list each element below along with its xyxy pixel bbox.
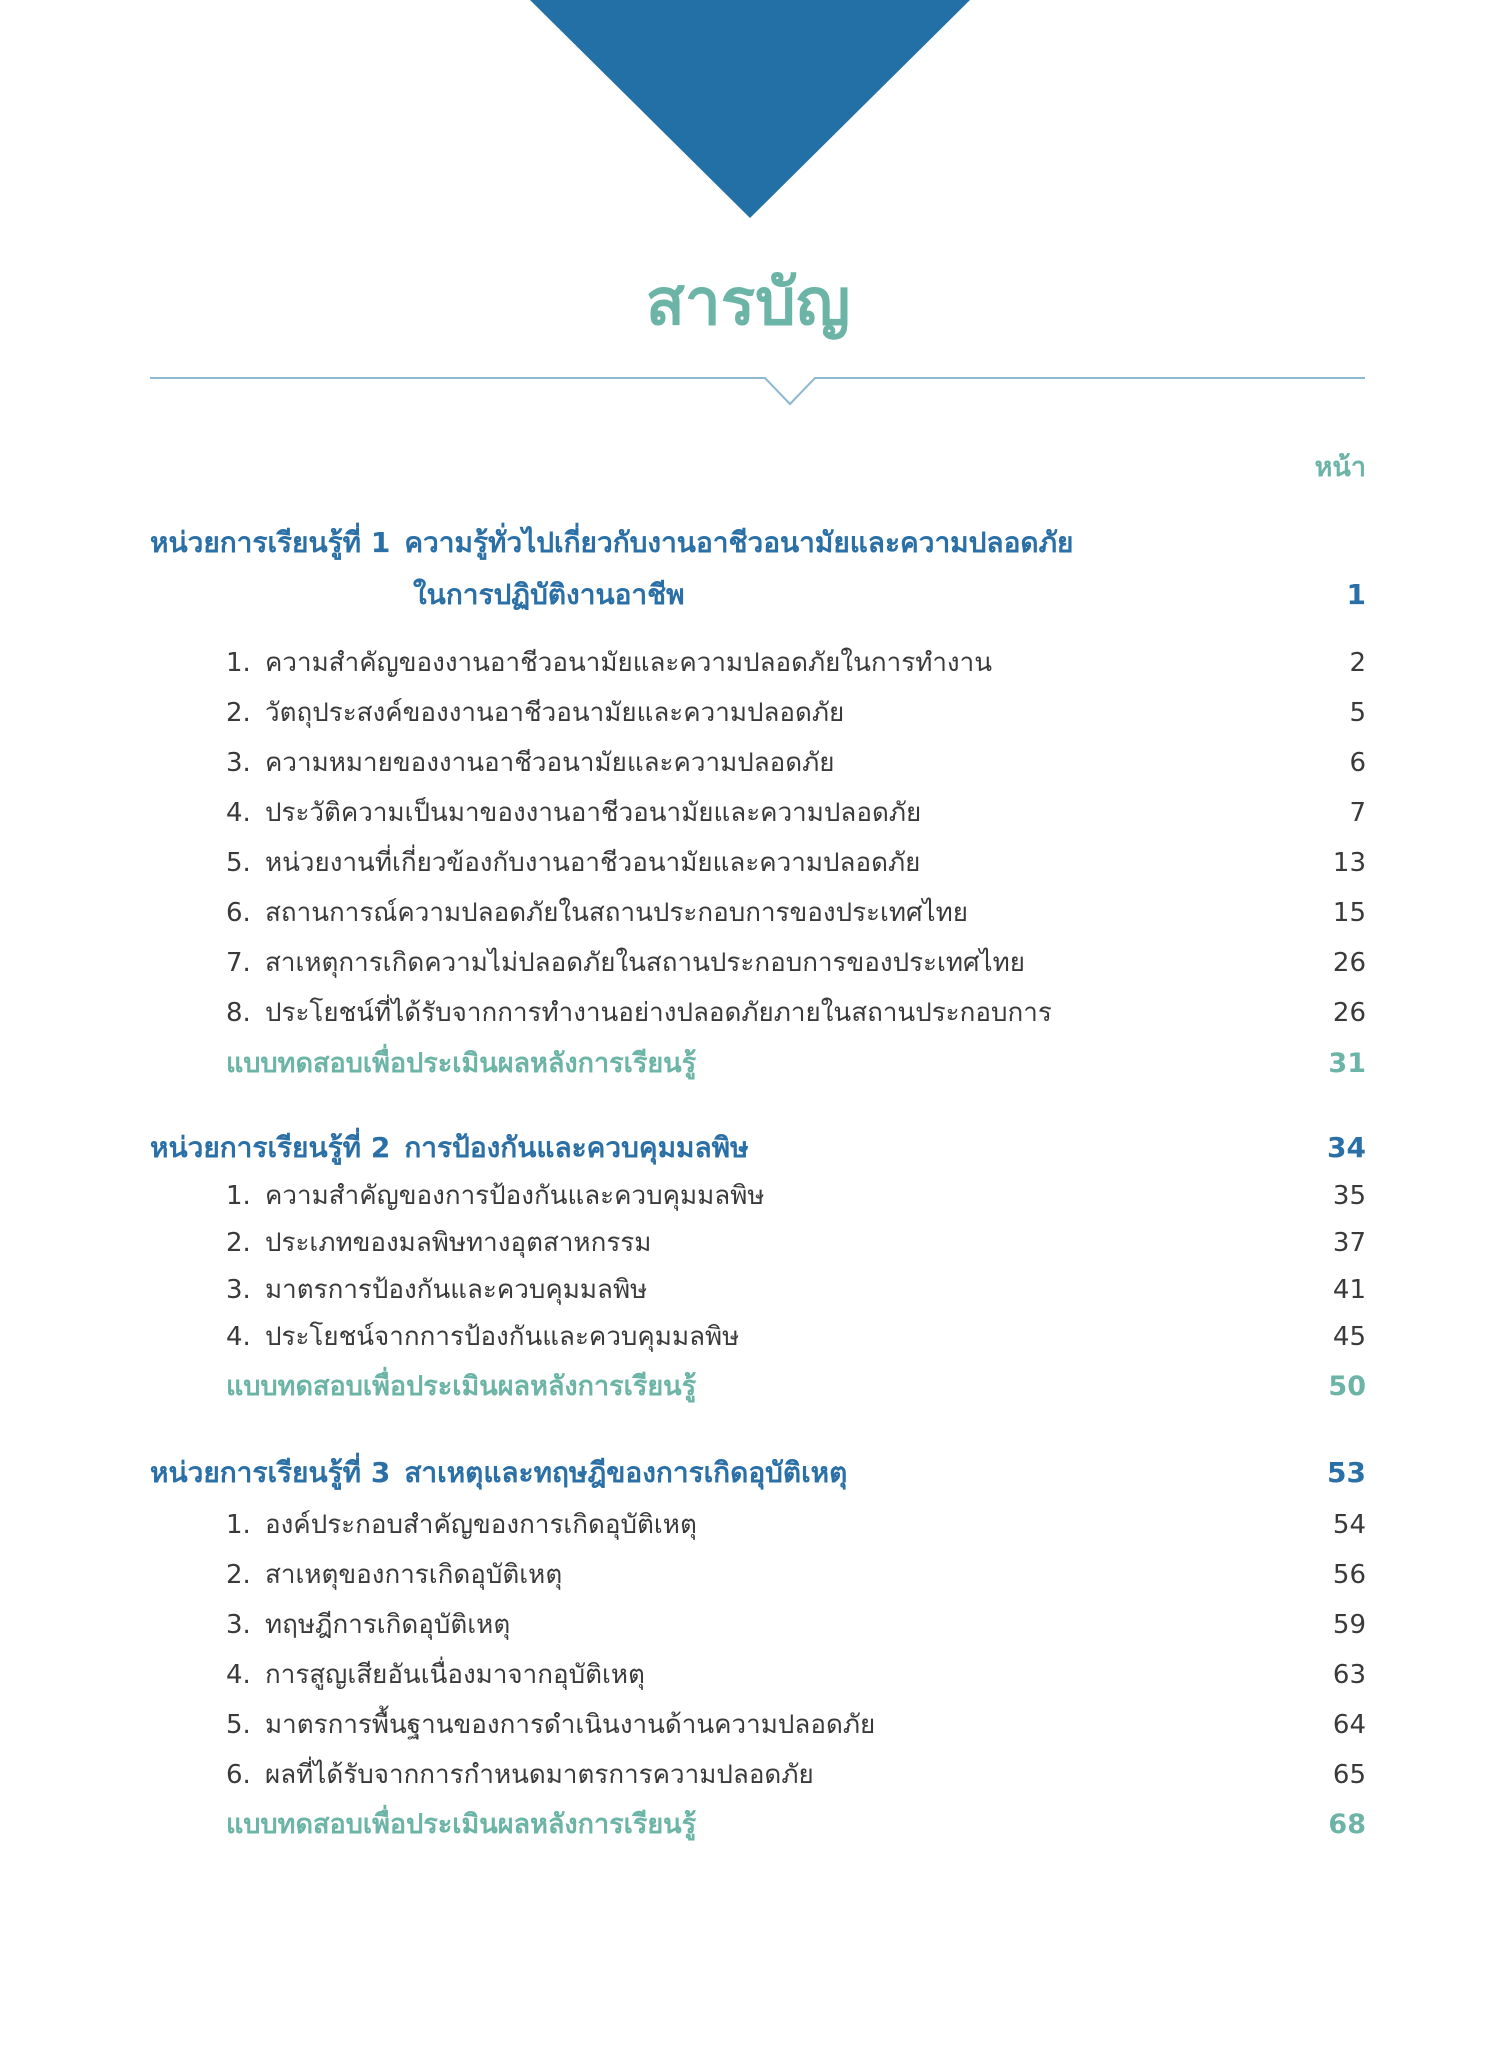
item-page-number: 45 — [1332, 1322, 1366, 1352]
item-title: สถานการณ์ความปลอดภัยในสถานประกอบการของประเทศไทย — [265, 898, 969, 928]
item-number: 7. — [226, 948, 251, 978]
unit-test-title: แบบทดสอบเพื่อประเมินผลหลังการเรียนรู้ — [226, 1809, 697, 1840]
item-number: 8. — [226, 998, 251, 1028]
toc-item-row[interactable] — [0, 840, 1496, 886]
unit-1-heading-row[interactable] — [0, 520, 1496, 566]
toc-item-row[interactable] — [0, 1552, 1496, 1598]
item-page-number: 64 — [1332, 1710, 1366, 1740]
item-number: 3. — [226, 1275, 251, 1305]
toc-item-row[interactable] — [0, 1702, 1496, 1748]
unit-2-heading-row[interactable] — [0, 1125, 1496, 1171]
toc-item-row[interactable] — [0, 1752, 1496, 1798]
item-number: 1. — [226, 1181, 251, 1211]
item-title: ความหมายของงานอาชีวอนามัยและความปลอดภัย — [265, 748, 835, 778]
item-page-number: 26 — [1332, 998, 1366, 1028]
unit-prefix: หน่วยการเรียนรู้ที่ 1 — [150, 526, 391, 559]
item-page-number: 37 — [1332, 1228, 1366, 1258]
unit-3-heading-row[interactable] — [0, 1450, 1496, 1496]
item-page-number: 65 — [1332, 1760, 1366, 1790]
unit-test-page-number: 31 — [1328, 1048, 1366, 1079]
top-decorative-triangle — [530, 0, 970, 218]
unit-page-number: 34 — [1327, 1131, 1366, 1164]
toc-item-row[interactable] — [0, 690, 1496, 736]
item-title: ความสำคัญของการป้องกันและควบคุมมลพิษ — [265, 1181, 765, 1211]
unit-prefix: หน่วยการเรียนรู้ที่ 3 — [150, 1456, 391, 1489]
unit-page-number: 53 — [1327, 1456, 1366, 1489]
unit-heading — [150, 1125, 749, 1171]
item-page-number: 41 — [1332, 1275, 1366, 1305]
unit-test-title: แบบทดสอบเพื่อประเมินผลหลังการเรียนรู้ — [226, 1371, 697, 1402]
toc-item-row[interactable] — [0, 940, 1496, 986]
toc-item-row[interactable] — [0, 790, 1496, 836]
item-title: มาตรการป้องกันและควบคุมมลพิษ — [265, 1275, 648, 1305]
unit-prefix: หน่วยการเรียนรู้ที่ 2 — [150, 1131, 391, 1164]
item-page-number: 59 — [1332, 1610, 1366, 1640]
item-title: การสูญเสียอันเนื่องมาจากอุบัติเหตุ — [265, 1660, 645, 1690]
item-number: 5. — [226, 848, 251, 878]
title-divider — [150, 370, 1365, 410]
unit-test-page-number: 68 — [1328, 1809, 1366, 1840]
item-number: 2. — [226, 1228, 251, 1258]
item-title: ความสำคัญของงานอาชีวอนามัยและความปลอดภัยในการทำงาน — [265, 648, 992, 678]
toc-item-row[interactable] — [0, 990, 1496, 1036]
item-title: สาเหตุของการเกิดอุบัติเหตุ — [265, 1560, 563, 1590]
unit-title: การป้องกันและควบคุมมลพิษ — [404, 1131, 749, 1164]
item-title: ผลที่ได้รับจากการกำหนดมาตรการความปลอดภัย — [265, 1760, 814, 1790]
unit-test-row[interactable] — [0, 1364, 1496, 1410]
item-page-number: 5 — [1349, 698, 1366, 728]
item-title: ประวัติความเป็นมาของงานอาชีวอนามัยและความปลอดภัย — [265, 798, 922, 828]
item-page-number: 7 — [1349, 798, 1366, 828]
item-page-number: 13 — [1332, 848, 1366, 878]
item-number: 2. — [226, 1560, 251, 1590]
toc-item-row[interactable] — [0, 640, 1496, 686]
toc-item-row[interactable] — [0, 740, 1496, 786]
item-title: ทฤษฎีการเกิดอุบัติเหตุ — [265, 1610, 511, 1640]
item-number: 4. — [226, 1660, 251, 1690]
item-number: 3. — [226, 1610, 251, 1640]
toc-item-row[interactable] — [0, 1267, 1496, 1313]
toc-item-row[interactable] — [0, 1502, 1496, 1548]
item-title: หน่วยงานที่เกี่ยวข้องกับงานอาชีวอนามัยและความปลอดภัย — [265, 848, 921, 878]
item-page-number: 6 — [1349, 748, 1366, 778]
item-number: 4. — [226, 798, 251, 828]
item-number: 1. — [226, 648, 251, 678]
toc-item-row[interactable] — [0, 1220, 1496, 1266]
item-title: ประโยชน์ที่ได้รับจากการทำงานอย่างปลอดภัยภายในสถานประกอบการ — [265, 998, 1052, 1028]
item-number: 5. — [226, 1710, 251, 1740]
item-number: 3. — [226, 748, 251, 778]
item-page-number: 26 — [1332, 948, 1366, 978]
unit-heading — [150, 520, 1073, 566]
unit-page-number: 1 — [1346, 578, 1366, 611]
item-page-number: 56 — [1332, 1560, 1366, 1590]
unit-test-row[interactable] — [0, 1041, 1496, 1087]
item-title: ประโยชน์จากการป้องกันและควบคุมมลพิษ — [265, 1322, 740, 1352]
item-page-number: 54 — [1332, 1510, 1366, 1540]
unit-title: ความรู้ทั่วไปเกี่ยวกับงานอาชีวอนามัยและความปลอดภัย — [404, 526, 1074, 559]
toc-item-row[interactable] — [0, 1173, 1496, 1219]
item-page-number: 2 — [1349, 648, 1366, 678]
unit-test-title: แบบทดสอบเพื่อประเมินผลหลังการเรียนรู้ — [226, 1048, 697, 1079]
toc-item-row[interactable] — [0, 1314, 1496, 1360]
item-number: 6. — [226, 1760, 251, 1790]
item-number: 2. — [226, 698, 251, 728]
unit-title-continued: ในการปฏิบัติงานอาชีพ — [413, 578, 685, 611]
item-number: 1. — [226, 1510, 251, 1540]
unit-1-heading-cont-row[interactable] — [0, 572, 1496, 618]
toc-item-row[interactable] — [0, 1602, 1496, 1648]
page-column-header: หน้า — [1314, 452, 1366, 483]
toc-item-row[interactable] — [0, 1652, 1496, 1698]
unit-test-row[interactable] — [0, 1802, 1496, 1848]
item-title: วัตถุประสงค์ของงานอาชีวอนามัยและความปลอดภัย — [265, 698, 845, 728]
item-number: 6. — [226, 898, 251, 928]
item-title: องค์ประกอบสำคัญของการเกิดอุบัติเหตุ — [265, 1510, 697, 1540]
unit-heading — [150, 1450, 847, 1496]
page-title: สารบัญ — [645, 266, 851, 340]
unit-test-page-number: 50 — [1328, 1371, 1366, 1402]
item-title: สาเหตุการเกิดความไม่ปลอดภัยในสถานประกอบการของประเทศไทย — [265, 948, 1026, 978]
item-page-number: 63 — [1332, 1660, 1366, 1690]
toc-item-row[interactable] — [0, 890, 1496, 936]
item-number: 4. — [226, 1322, 251, 1352]
unit-title: สาเหตุและทฤษฎีของการเกิดอุบัติเหตุ — [404, 1456, 848, 1489]
item-title: มาตรการพื้นฐานของการดำเนินงานด้านความปลอดภัย — [265, 1710, 876, 1740]
item-title: ประเภทของมลพิษทางอุตสาหกรรม — [265, 1228, 652, 1258]
item-page-number: 35 — [1332, 1181, 1366, 1211]
item-page-number: 15 — [1332, 898, 1366, 928]
